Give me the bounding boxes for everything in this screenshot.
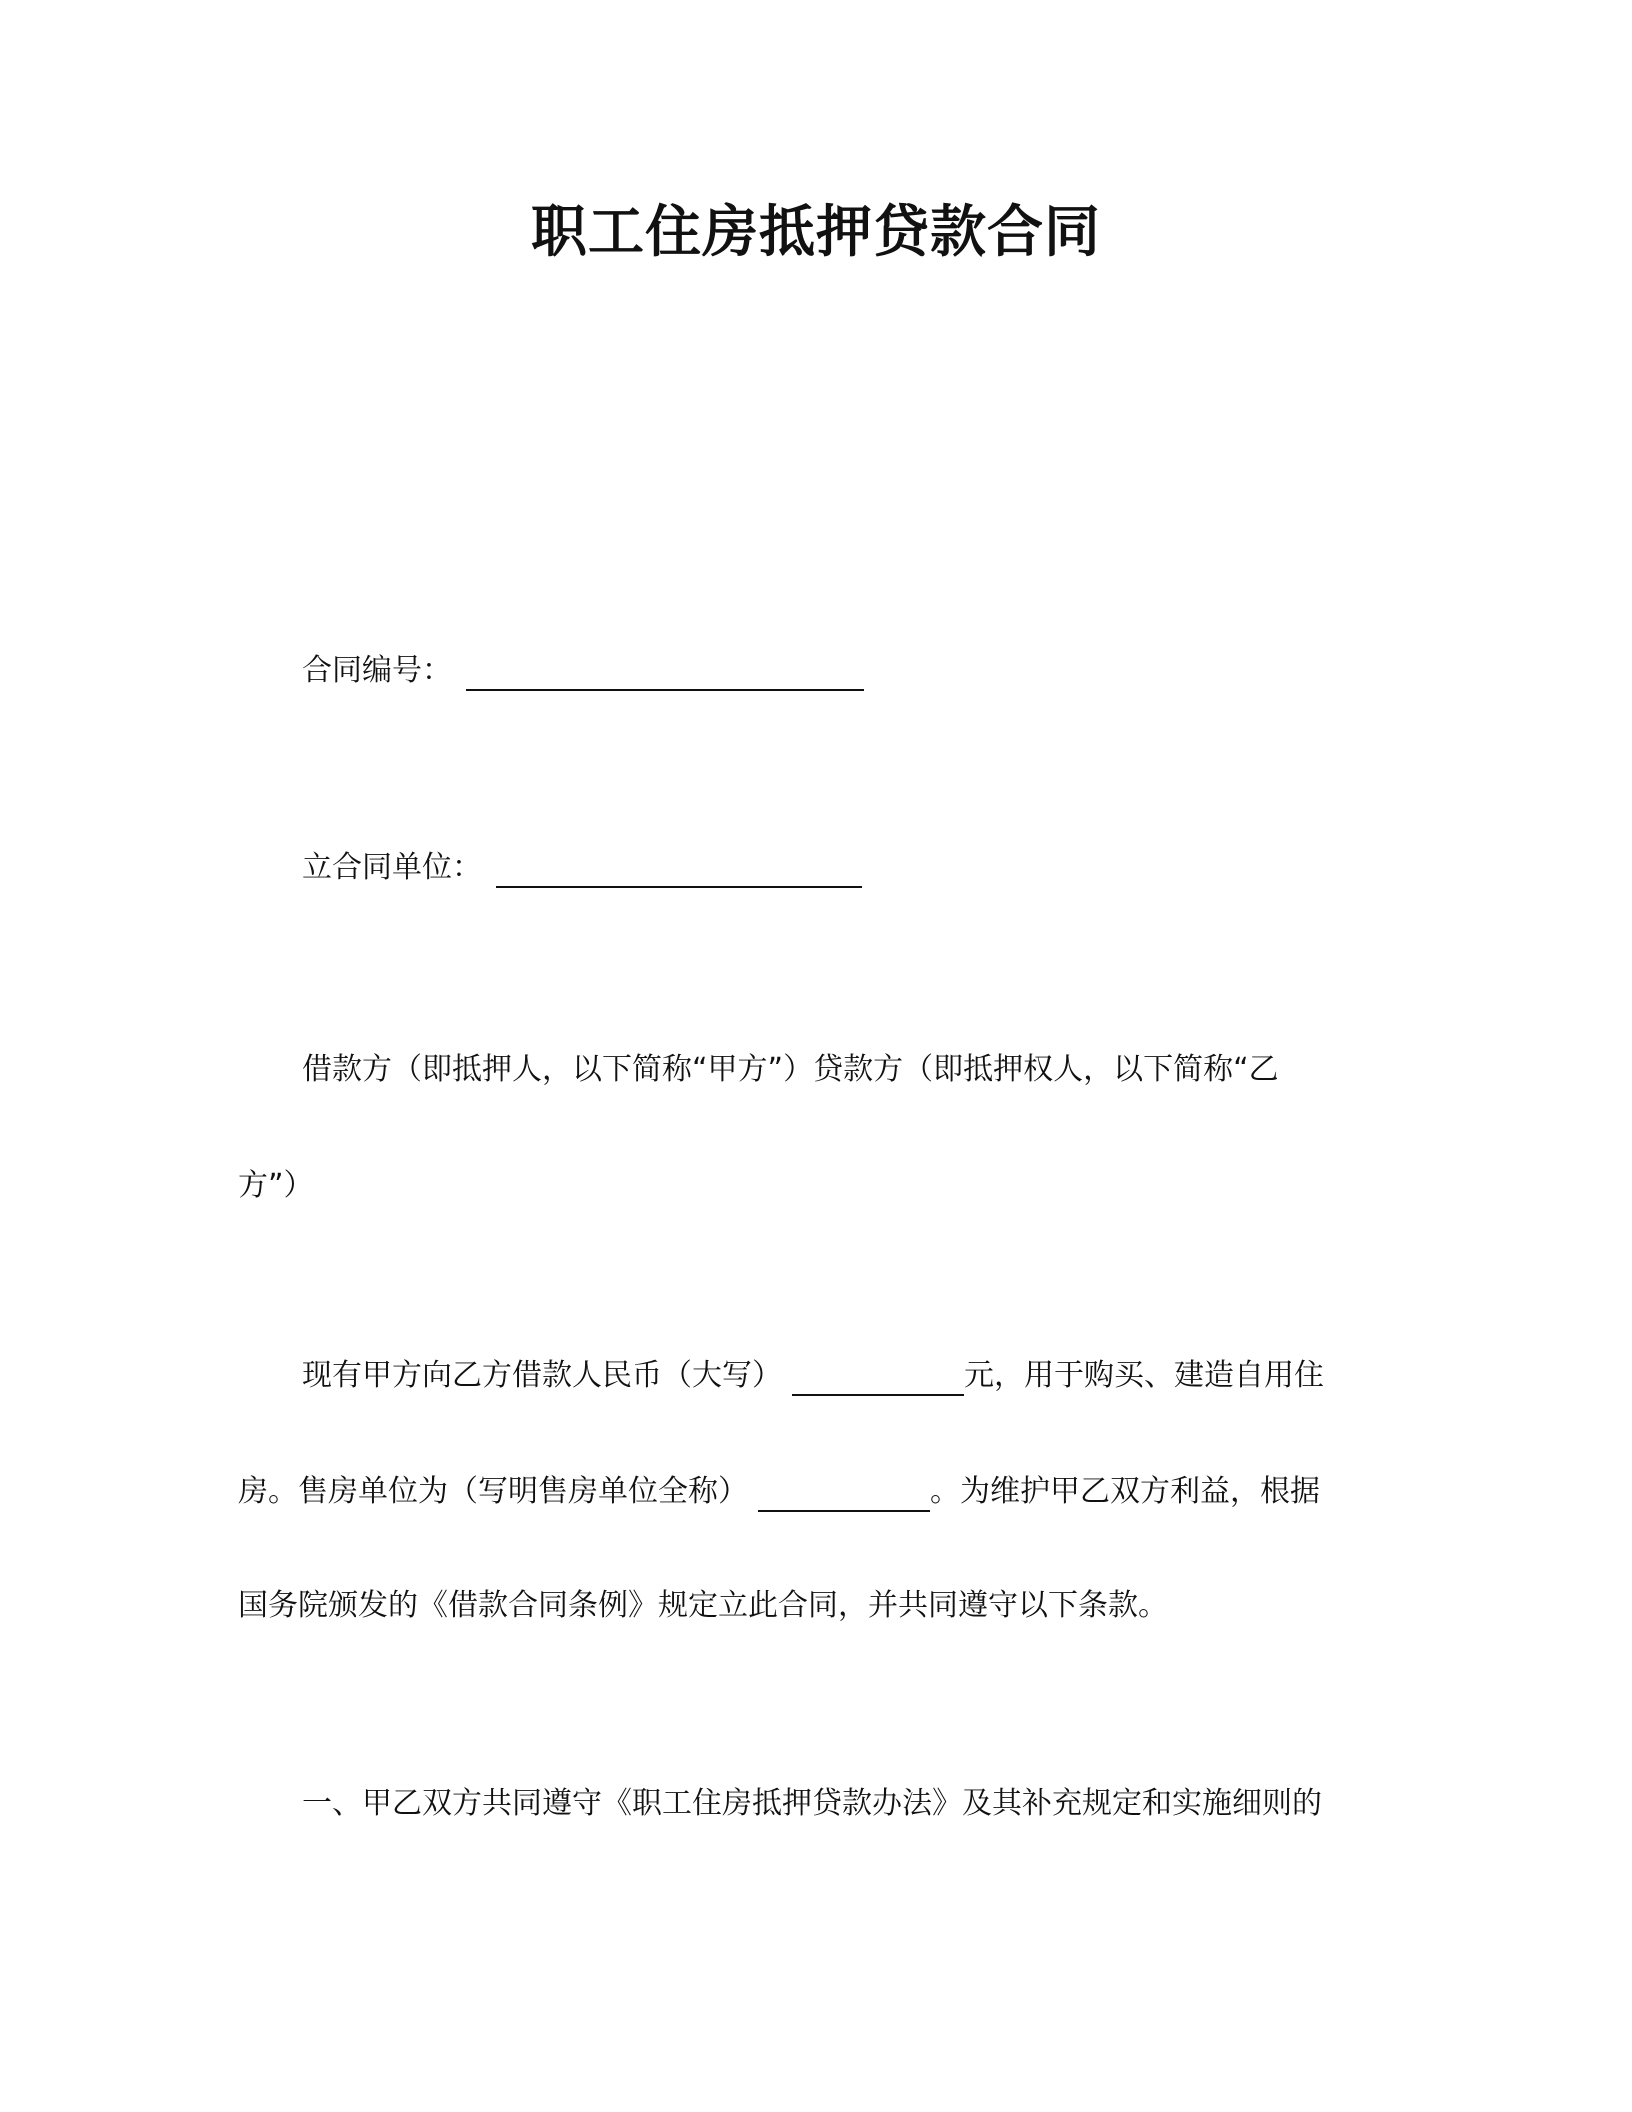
contract-number-label: 合同编号： xyxy=(302,653,452,688)
basis-text: 。为维护甲乙双方利益，根据 xyxy=(930,1474,1320,1509)
loan-amount-blank xyxy=(792,1360,964,1396)
seller-label: 房。售房单位为（写明售房单位全称） xyxy=(238,1474,748,1509)
contract-number-row xyxy=(302,651,864,691)
loan-amount-label: 现有甲方向乙方借款人民币（大写） xyxy=(302,1358,782,1393)
loan-paragraph-line-1 xyxy=(302,1356,1324,1396)
contract-number-blank xyxy=(466,655,864,691)
contracting-unit-label: 立合同单位： xyxy=(302,850,482,885)
clause-1-line-1: 一、甲乙双方共同遵守《职工住房抵押贷款办法》及其补充规定和实施细则的 xyxy=(302,1786,1322,1821)
loan-paragraph-line-2 xyxy=(238,1472,1320,1512)
parties-line-2: 方”） xyxy=(238,1168,314,1203)
loan-purpose-text: 元，用于购买、建造自用住 xyxy=(964,1358,1324,1393)
parties-line-1: 借款方（即抵押人，以下简称“甲方”）贷款方（即抵押权人，以下简称“乙 xyxy=(302,1052,1279,1087)
loan-paragraph-line-3: 国务院颁发的《借款合同条例》规定立此合同，并共同遵守以下条款。 xyxy=(238,1588,1168,1623)
contracting-unit-row xyxy=(302,848,862,888)
document-title: 职工住房抵押贷款合同 xyxy=(531,200,1101,265)
contracting-unit-blank xyxy=(496,852,862,888)
seller-name-blank xyxy=(758,1476,930,1512)
